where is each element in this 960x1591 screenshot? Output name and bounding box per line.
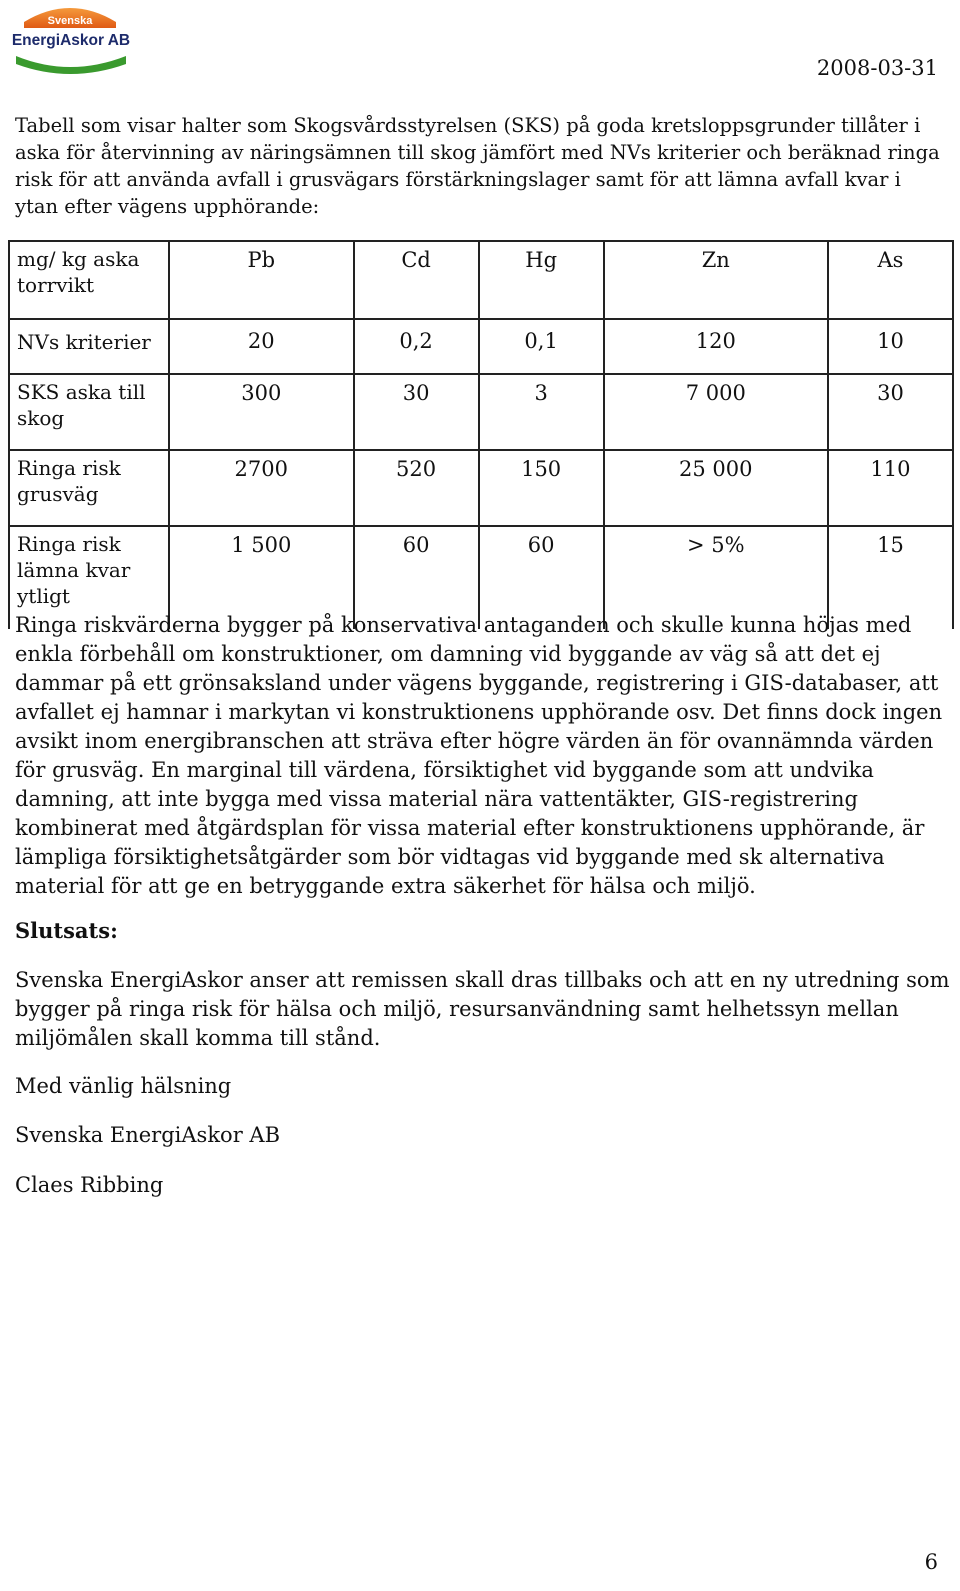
- column-header: Pb: [169, 241, 354, 319]
- row-label: Ringa risk grusväg: [9, 450, 169, 526]
- column-header: Cd: [354, 241, 479, 319]
- document-date: 2008-03-31: [816, 56, 938, 80]
- column-header: Hg: [479, 241, 604, 319]
- page-number: 6: [924, 1550, 938, 1574]
- row-label: NVs kriterier: [9, 319, 169, 374]
- table-cell: 2700: [169, 450, 354, 526]
- table-cell: 60: [354, 526, 479, 629]
- table-cell: 150: [479, 450, 604, 526]
- table-cell: 15: [828, 526, 953, 629]
- logo-text-main: EnergiAskor AB: [11, 32, 131, 49]
- table-cell: 0,1: [479, 319, 604, 374]
- logo-green-arc: [16, 56, 126, 74]
- table-cell: 7 000: [604, 374, 828, 450]
- table-cell: 30: [828, 374, 953, 450]
- conclusion-paragraph: Svenska EnergiAskor anser att remissen skall dras tillbaks och att en ny utredning som bygger på ringa risk för hälsa och miljö, resursanvändning samt helhetssyn mellan miljömålen skall komma till stånd.: [15, 968, 950, 1050]
- column-header: As: [828, 241, 953, 319]
- signatory-name: Claes Ribbing: [15, 1173, 164, 1197]
- logo-text-top: Svenska: [47, 15, 93, 27]
- table-cell: 0,2: [354, 319, 479, 374]
- table-header-row: [9, 241, 953, 319]
- table-cell: 30: [354, 374, 479, 450]
- table-cell: 110: [828, 450, 953, 526]
- greeting: Med vänlig hälsning: [15, 1074, 232, 1098]
- table-cell: > 5%: [604, 526, 828, 629]
- table-cell: 60: [479, 526, 604, 629]
- body-paragraph: Ringa riskvärderna bygger på konservativa antaganden och skulle kunna höjas med enkla förbehåll om konstruktioner, om damning vid byggande av väg så att det ej dammar på ett grönsaksland under vägens byggande, registrering i GIS-databaser, att avfallet ej hamnar i markytan vi konstruktionens upphörande osv. Det finns dock ingen avsikt inom energibranschen att sträva efter högre värden än för ovannämnda värden för grusväg. En marginal till värdena, försiktighet vid byggande som att undvika damning, att inte bygga med vissa material nära vattentäkter, GIS-registrering kombinerat med åtgärdsplan för vissa material efter konstruktionens upphörande, är lämpliga försiktighetsåtgärder som bör vidtagas vid byggande med sk alternativa material för att ge en betryggande extra säkerhet för hälsa och miljö.: [15, 613, 943, 898]
- table-cell: 25 000: [604, 450, 828, 526]
- table-row: [9, 374, 953, 450]
- table-cell: 520: [354, 450, 479, 526]
- column-header: Zn: [604, 241, 828, 319]
- table-cell: 120: [604, 319, 828, 374]
- table-cell: 20: [169, 319, 354, 374]
- table-cell: 3: [479, 374, 604, 450]
- table-cell: 300: [169, 374, 354, 450]
- metal-limits-table: [8, 240, 954, 629]
- intro-paragraph: Tabell som visar halter som Skogsvårdsstyrelsen (SKS) på goda kretsloppsgrunder tillåter i aska för återvinning av näringsämnen till skog jämfört med NVs kriterier och beräknad ringa risk för att använda avfall i grusvägars förstärkningslager samt för att lämna avfall kvar i ytan efter vägens upphörande:: [15, 114, 940, 218]
- company-name: Svenska EnergiAskor AB: [15, 1123, 281, 1147]
- row-label: Ringa risk lämna kvar ytligt: [9, 526, 169, 629]
- row-label: SKS aska till skog: [9, 374, 169, 450]
- table-row: [9, 450, 953, 526]
- company-logo: [10, 0, 132, 82]
- conclusion-heading: Slutsats:: [15, 918, 118, 943]
- table-cell: 10: [828, 319, 953, 374]
- table-corner-label: mg/ kg aska torrvikt: [9, 241, 169, 319]
- table-cell: 1 500: [169, 526, 354, 629]
- table-row: [9, 319, 953, 374]
